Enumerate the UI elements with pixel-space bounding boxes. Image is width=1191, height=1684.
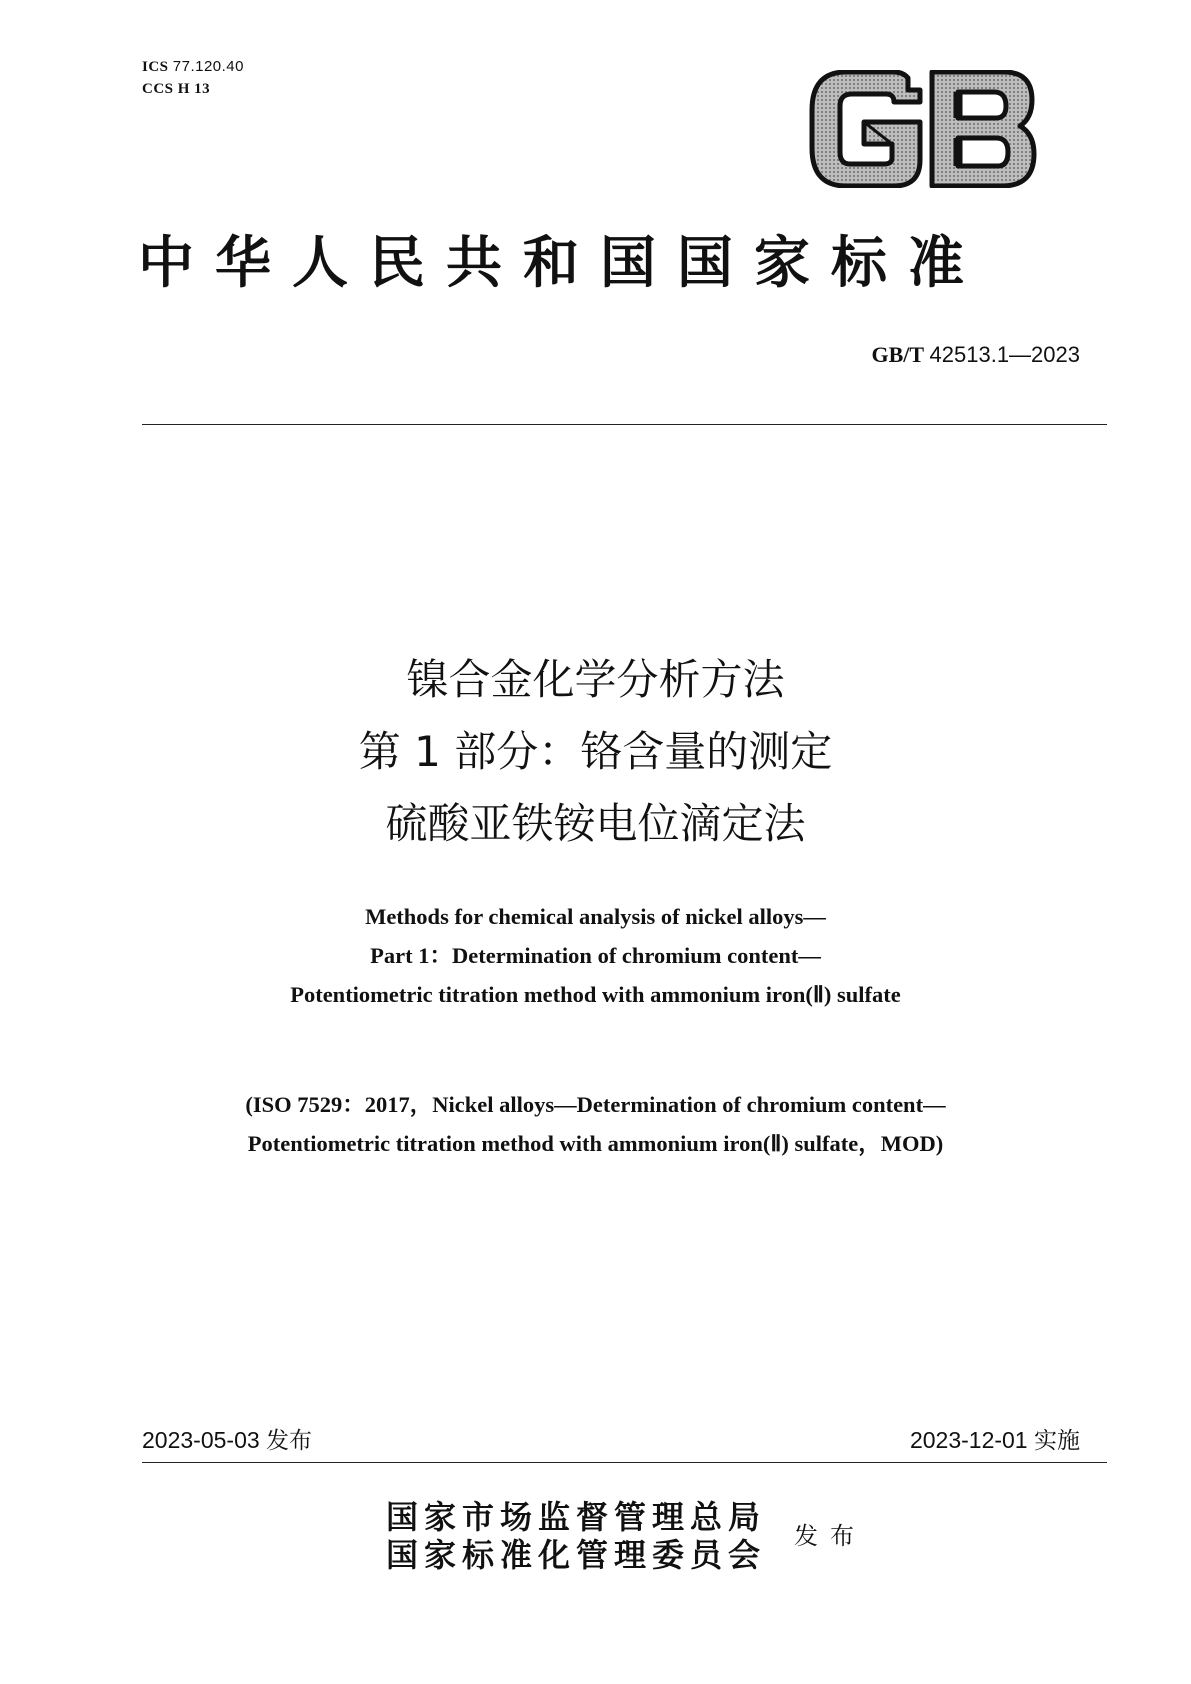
issue-date — [142, 1425, 312, 1456]
ccs-line — [142, 78, 244, 100]
issue-date-value: 2023-05-03 — [142, 1427, 260, 1453]
standard-code: 42513.1—2023 — [929, 342, 1080, 367]
ics-code: 77.120.40 — [172, 58, 244, 75]
issue-date-label: 发布 — [266, 1428, 313, 1454]
ics-label: ICS — [142, 59, 169, 75]
standard-prefix: GB/T — [871, 342, 925, 367]
gb-logo-icon — [808, 70, 1038, 188]
issuer-sac: 国家标准化管理委员会 — [386, 1536, 767, 1574]
classification-codes — [142, 56, 244, 100]
issuer-samr: 国家市场监督管理总局 — [386, 1498, 767, 1536]
title-cn-line-1: 镍合金化学分析方法 — [406, 655, 785, 704]
title-cn-line-2: 第 1 部分：铬含量的测定 — [358, 727, 833, 776]
ics-line — [142, 56, 244, 78]
footer-divider — [142, 1462, 1107, 1463]
implementation-date-label: 实施 — [1034, 1428, 1080, 1454]
nation-standard-title: 中华人民共和国国家标准 — [138, 230, 985, 296]
implementation-date-value: 2023-12-01 — [909, 1427, 1028, 1453]
ccs-label: CCS — [142, 81, 174, 97]
standard-number — [871, 340, 1080, 370]
title-en-line-3: Potentiometric titration method with ammonium iron(Ⅱ) sulfate — [290, 982, 901, 1007]
header-divider — [142, 424, 1107, 425]
implementation-date — [910, 1425, 1080, 1456]
title-en-line-1: Methods for chemical analysis of nickel alloys— — [365, 904, 826, 929]
iso-reference-line-1: (ISO 7529：2017，Nickel alloys—Determination of chromium content— — [245, 1092, 946, 1117]
iso-reference-line-2: Potentiometric titration method with ammonium iron(Ⅱ) sulfate，MOD) — [247, 1131, 944, 1156]
publish-label: 发布 — [794, 1522, 866, 1550]
title-cn-line-3: 硫酸亚铁铵电位滴定法 — [385, 799, 806, 848]
title-en-line-2: Part 1：Determination of chromium content— — [370, 943, 821, 968]
ccs-code: H 13 — [177, 81, 211, 97]
